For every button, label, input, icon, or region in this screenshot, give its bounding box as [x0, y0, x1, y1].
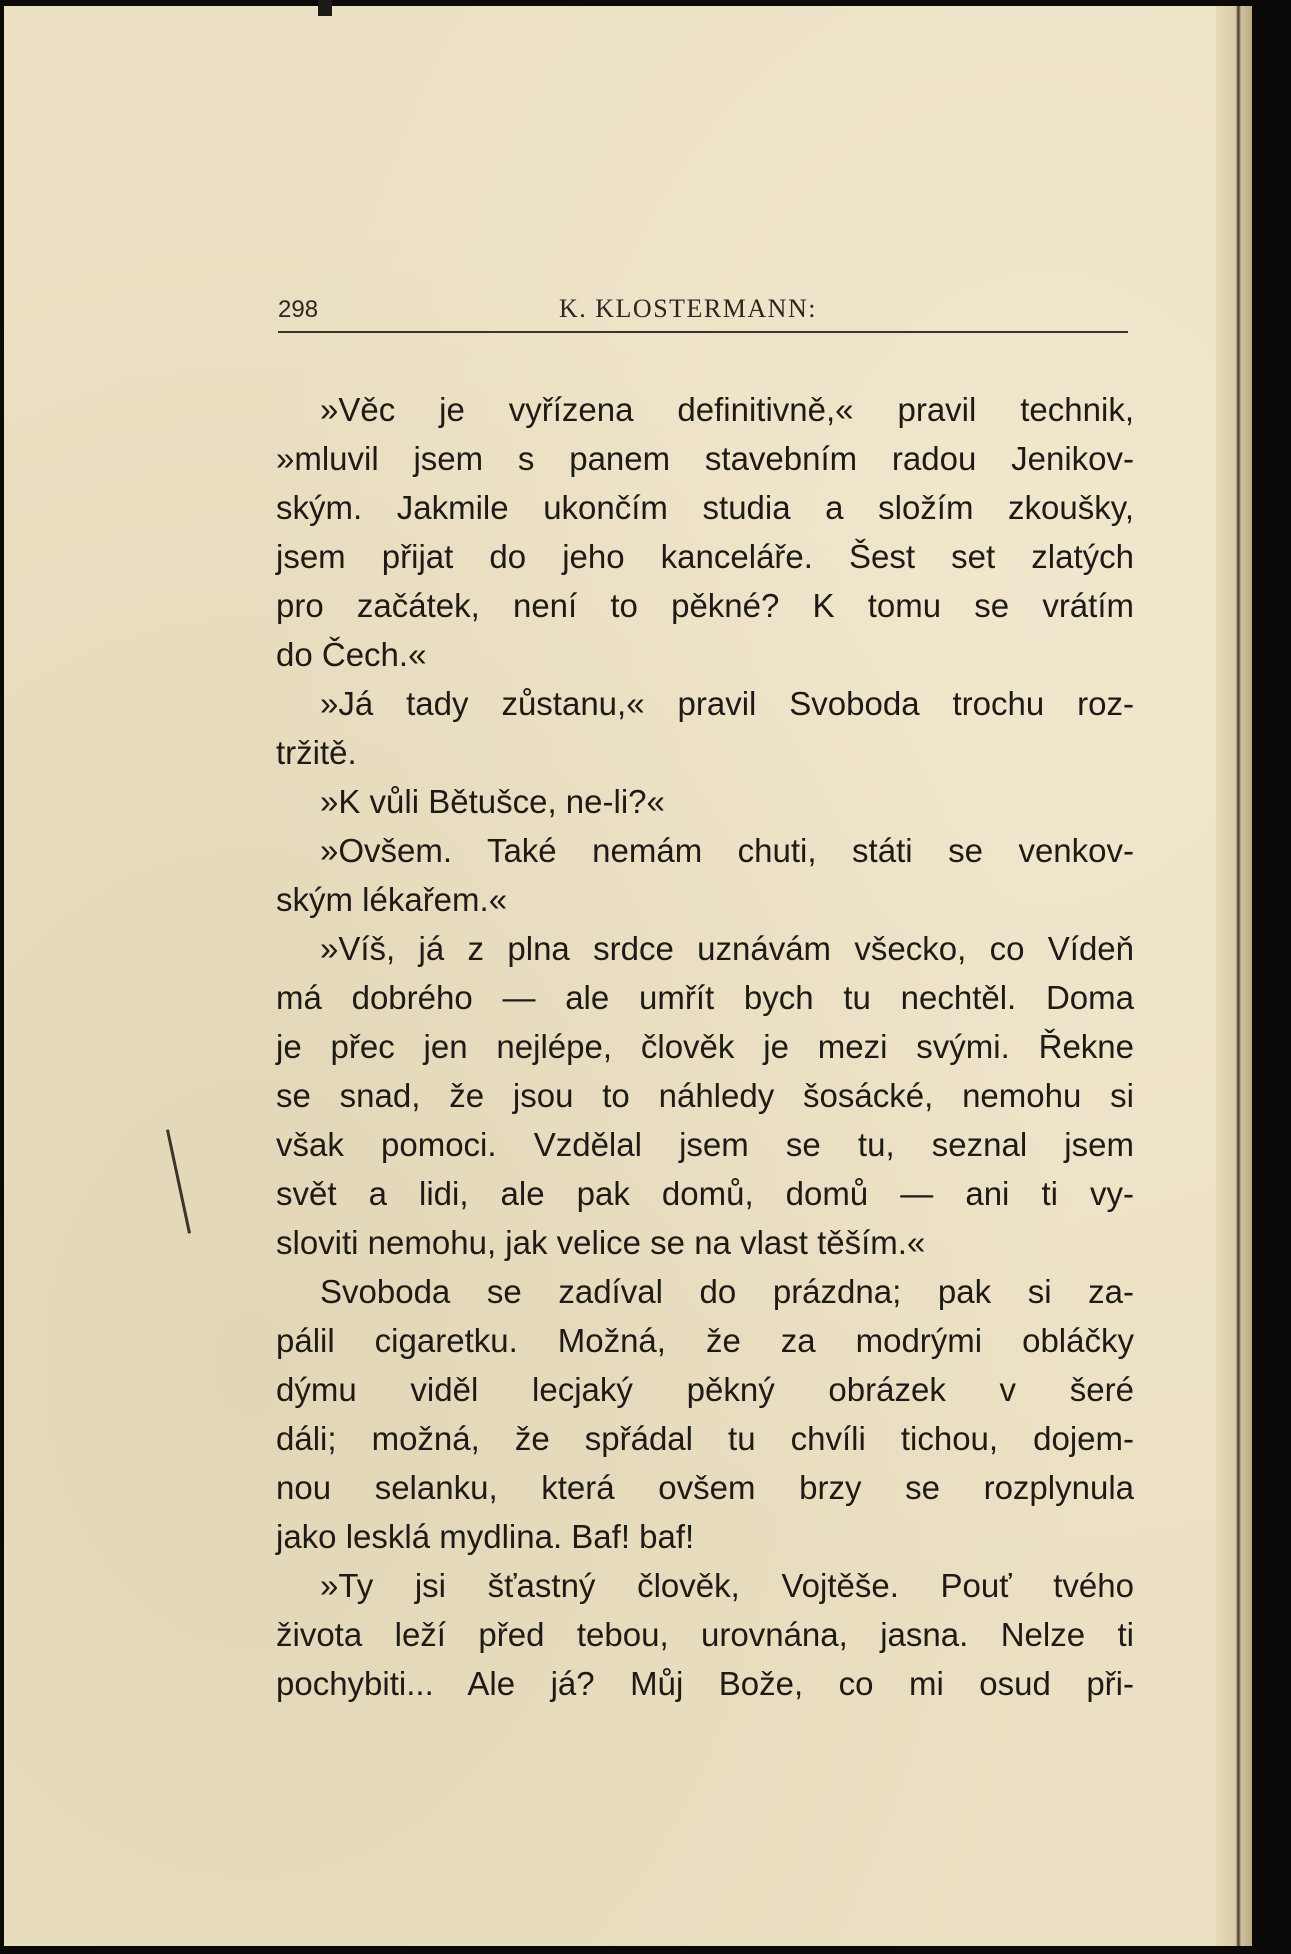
text-line: je přec jen nejlépe, člověk je mezi svými. Řekne [276, 1028, 1134, 1065]
text-line: Svoboda se zadíval do prázdna; pak si za- [320, 1273, 1134, 1310]
binding-shadow [1252, 0, 1291, 1954]
text-line: pochybiti... Ale já? Můj Bože, co mi osud při- [276, 1665, 1134, 1702]
text-line: svět a lidi, ale pak domů, domů — ani ti vy- [276, 1175, 1134, 1212]
text-line: života leží před tebou, urovnána, jasna. Nelze ti [276, 1616, 1134, 1653]
text-line: »Věc je vyřízena definitivně,« pravil technik, [320, 391, 1134, 428]
page-edge [1216, 6, 1252, 1946]
text-line: dáli; možná, že spřádal tu chvíli tichou, dojem- [276, 1420, 1134, 1457]
text-line: pálil cigaretku. Možná, že za modrými obláčky [276, 1322, 1134, 1359]
page-header [278, 292, 1128, 328]
text-line: do Čech.« [276, 636, 427, 673]
text-line: sloviti nemohu, jak velice se na vlast těším.« [276, 1224, 926, 1261]
text-line: nou selanku, která ovšem brzy se rozplynula [276, 1469, 1134, 1506]
body-text [276, 385, 1134, 1708]
text-line: »Já tady zůstanu,« pravil Svoboda trochu roz- [320, 685, 1134, 722]
text-line: však pomoci. Vzdělal jsem se tu, seznal jsem [276, 1126, 1134, 1163]
top-edge-mark [318, 0, 332, 16]
header-rule [278, 331, 1128, 333]
text-line: dýmu viděl lecjaký pěkný obrázek v šeré [276, 1371, 1134, 1408]
text-line: má dobrého — ale umřít bych tu nechtěl. Doma [276, 979, 1134, 1016]
text-line: »Víš, já z plna srdce uznávám všecko, co Vídeň [320, 930, 1134, 967]
running-head: K. KLOSTERMANN: [559, 294, 817, 323]
text-line: ským. Jakmile ukončím studia a složím zkoušky, [276, 489, 1134, 526]
text-line: »Ty jsi šťastný člověk, Vojtěše. Pouť tvého [320, 1567, 1134, 1604]
text-line: jako lesklá mydlina. Baf! baf! [276, 1518, 695, 1555]
page-number: 298 [278, 296, 319, 323]
text-line: pro začátek, není to pěkné? K tomu se vrátím [276, 587, 1134, 624]
text-line: se snad, že jsou to náhledy šosácké, nemohu si [276, 1077, 1134, 1114]
text-line: »Ovšem. Také nemám chuti, státi se venkov- [320, 832, 1134, 869]
text-line: tržitě. [276, 734, 357, 771]
text-line: jsem přijat do jeho kanceláře. Šest set zlatých [276, 538, 1134, 575]
text-line: »mluvil jsem s panem stavebním radou Jenikov- [276, 440, 1134, 477]
text-line: ským lékařem.« [276, 881, 508, 918]
text-line: »K vůli Bětušce, ne-li?« [320, 783, 665, 820]
